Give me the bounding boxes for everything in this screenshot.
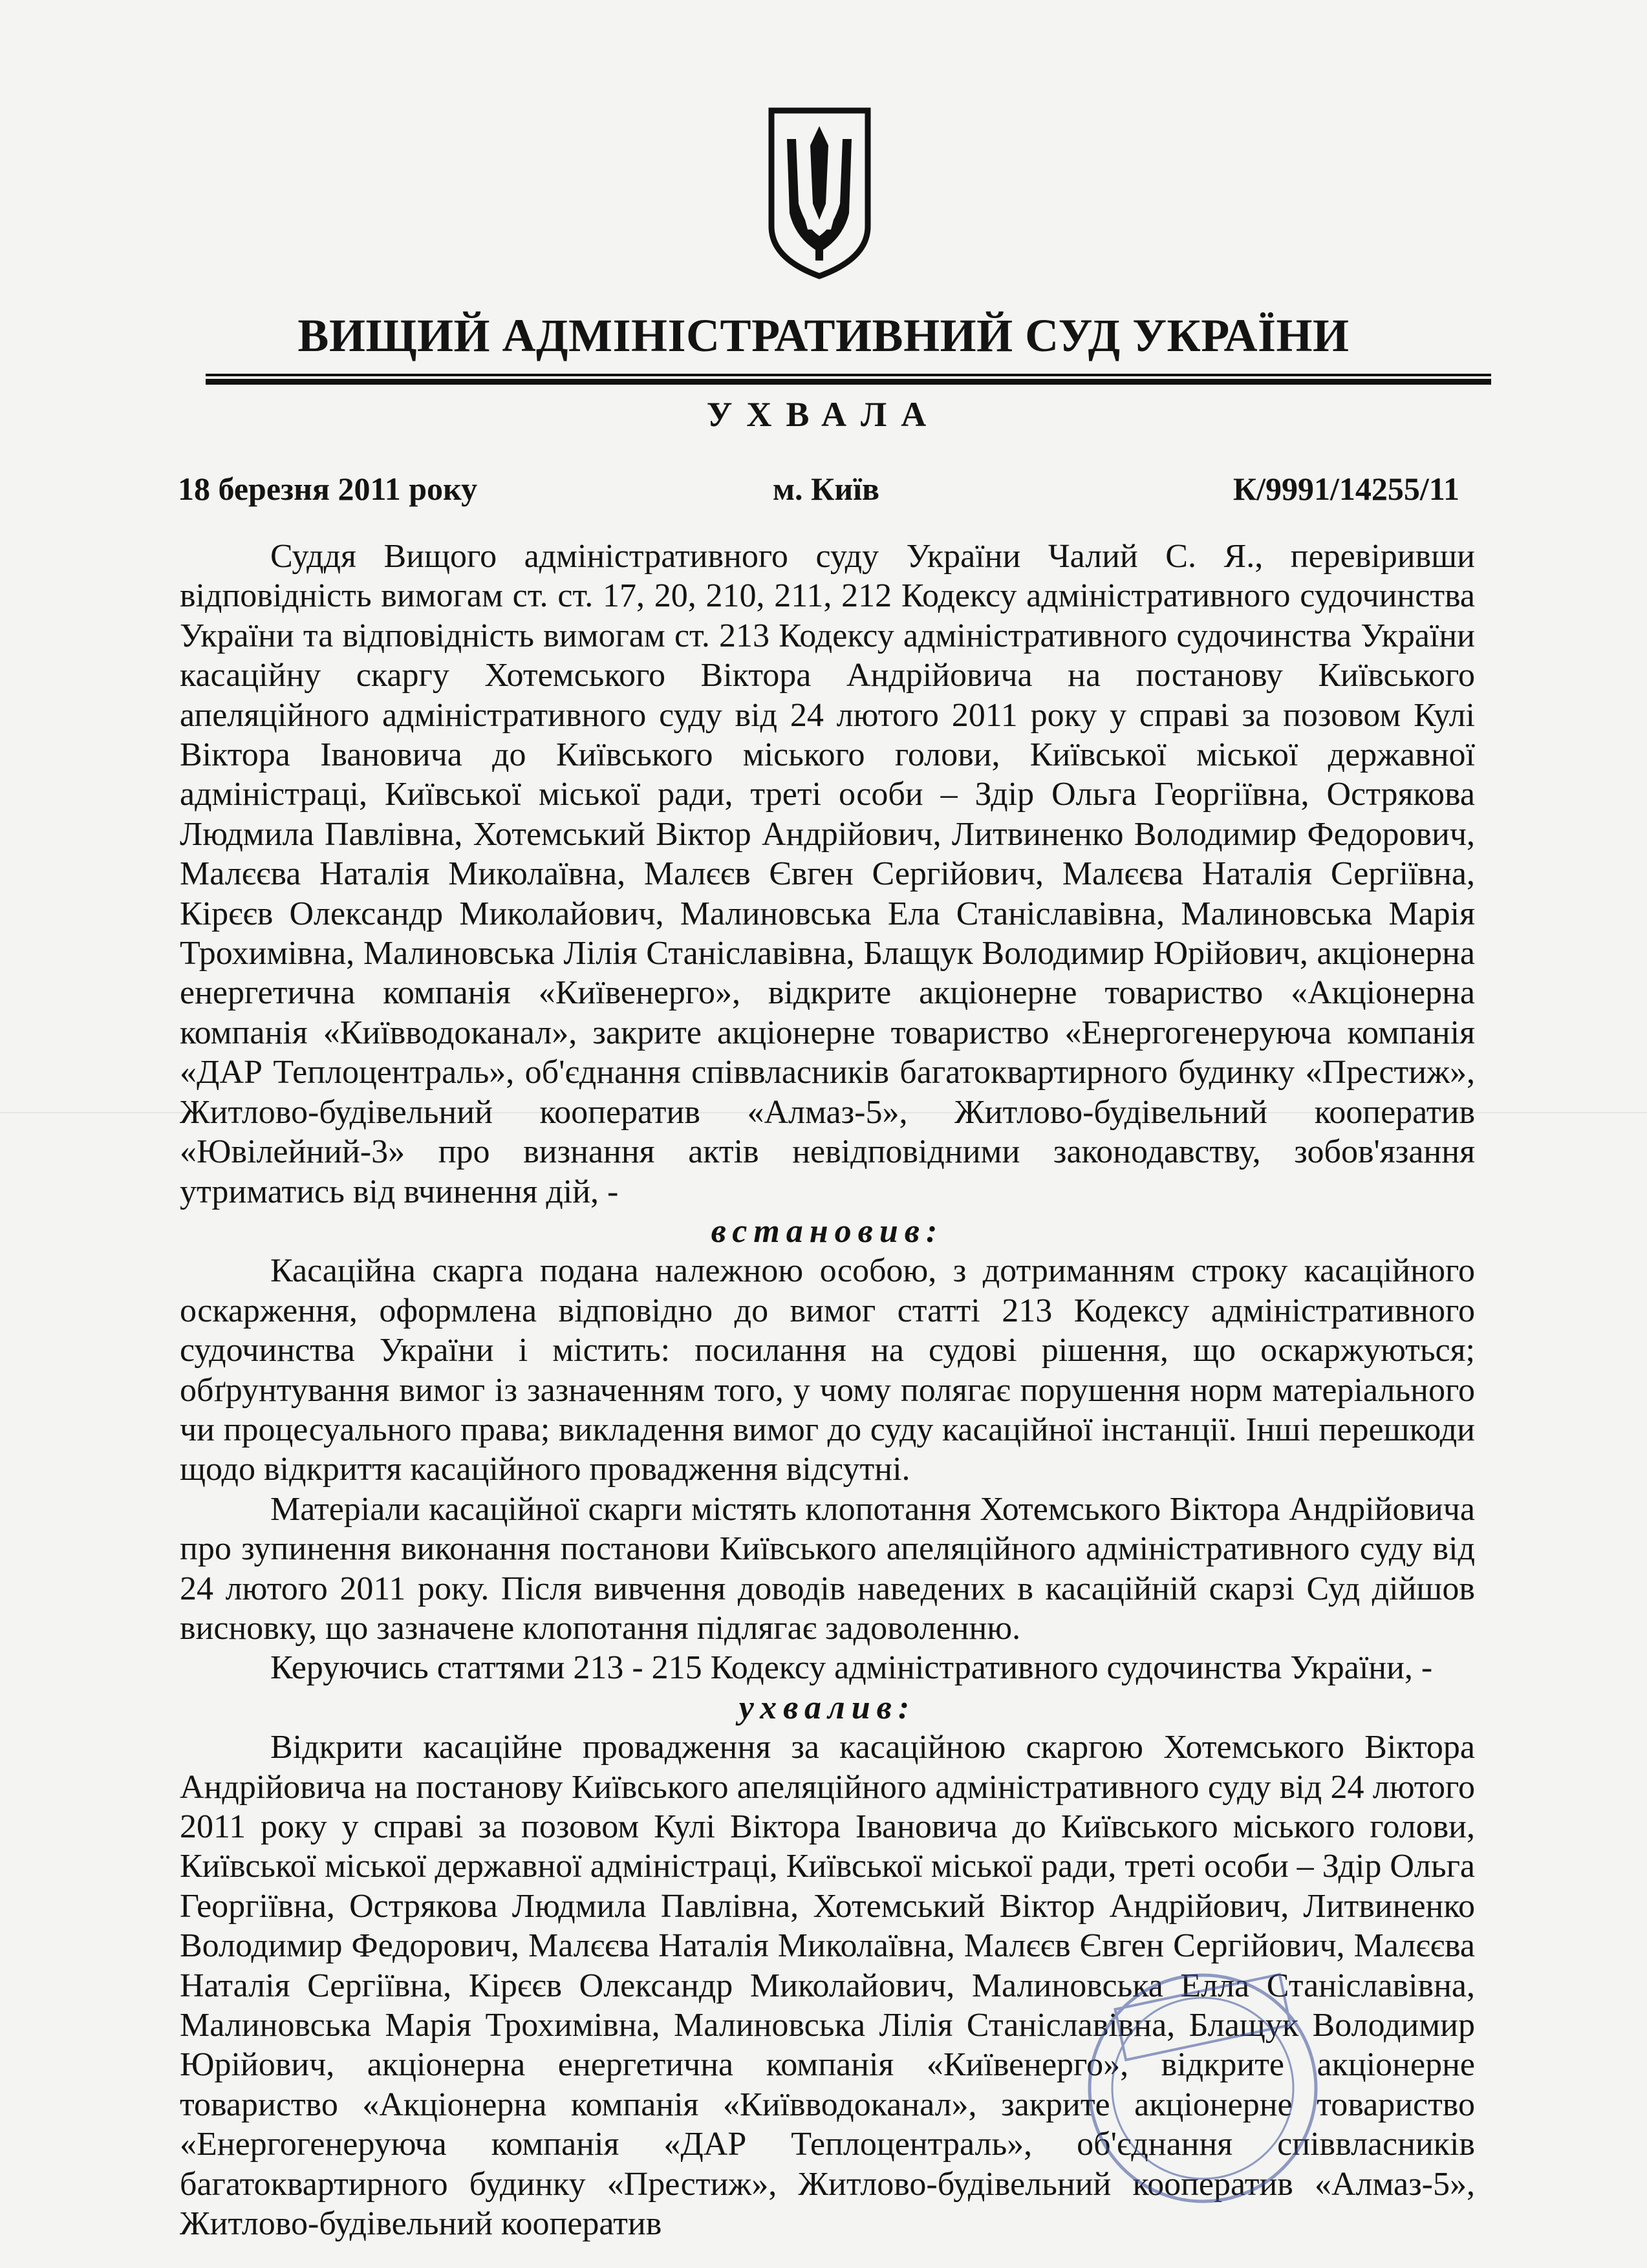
header-divider-thin [206, 374, 1491, 376]
paragraph-intro: Суддя Вищого адміністративного суду України Чалий С. Я., перевіривши відповідність вимогам ст. ст. 17, 20, 210, 211, 212 Кодексу адміністративного судочинства України та відповідність вимогам ст. 213 Кодексу адміністративного судочинства України касаційну скаргу Хотемського Віктора Андрійовича на постанову Київського апеляційного адміністративного суду від 24 лютого 2011 року у справі за позовом Кулі Віктора Івановича до Київського міського голови, Київської міської державної адміністраці, Київської міської ради, треті особи – Здір Ольга Георгіївна, Острякова Людмила Павлівна, Хотемський Віктор Андрійович, Литвиненко Володимир Федорович, Малєєва Наталія Миколаївна, Малєєв Євген Сергійович, Малєєва Наталія Сергіївна, Кірєєв Олександр Миколайович, Малиновська Ела Станіславівна, Малиновська Марія Трохимівна, Малиновська Лілія Станіславівна, Блащук Володимир Юрійович, акціонерна енергетична компанія «Київенерго», відкрите акціонерне товариство «Акціонерна компанія «Київводоканал», закрите акціонерне товариство «Енергогенеруюча компанія «ДАР Теплоцентраль», об'єднання співвласників багатоквартирного будинку «Престиж», Житлово-будівельний кооператив «Алмаз-5», Житлово-будівельний кооператив «Ювілейний-3» про визнання актів невідповідними законодавству, зобов'язання утриматись від вчинення дій, - [180, 538, 1475, 1210]
coat-of-arms-icon [766, 107, 873, 281]
header-divider-thick [206, 379, 1491, 385]
document-city: м. Київ [773, 471, 880, 507]
paragraph-admissibility: Касаційна скарга подана належною особою, з дотриманням строку касаційного оскарження, оформлена відповідно до вимог статті 213 Кодексу адміністративного судочинства України і містить: посилання на судові рішення, що оскаржуються; обґрунтування вимог із зазначенням того, у чому полягає порушення норм матеріального чи процесуального права; викладення вимог до суду касаційної інстанції. Інші перешкоди щодо відкриття касаційного провадження відсутні. [180, 1252, 1475, 1488]
court-name-heading: ВИЩИЙ АДМІНІСТРАТИВНИЙ СУД УКРАЇНИ [297, 310, 1350, 361]
document-type-heading: УХВАЛА [706, 395, 941, 434]
official-seal-stamp [1080, 1965, 1326, 2211]
section-heading-established: встановив: [711, 1212, 944, 1250]
paragraph-motion: Матеріали касаційної скарги містять клопотання Хотемського Віктора Андрійовича про зупинення виконання постанови Київського апеляційного адміністративного суду від 24 лютого 2011 року. Після вивчення доводів наведених в касаційній скарзі Суд дійшов висновку, що зазначене клопотання підлягає задоволенню. [180, 1490, 1475, 1647]
section-heading-ruled: ухвалив: [738, 1689, 916, 1726]
document-date: 18 березня 2011 року [178, 471, 478, 507]
case-number: К/9991/14255/11 [1233, 471, 1459, 507]
paragraph-legal-basis: Керуючись статтями 213 - 215 Кодексу адміністративного судочинства України, - [270, 1649, 1433, 1687]
paragraph-ruling: Відкрити касаційне провадження за касаційною скаргою Хотемського Віктора Андрійовича на постанову Київського апеляційного адміністративного суду від 24 лютого 2011 року у справі за позовом Кулі Віктора Івановича до Київського міського голови, Київської міської державної адміністраці, Київської міської ради, треті особи – Здір Ольга Георгіївна, Острякова Людмила Павлівна, Хотемський Віктор Андрійович, Литвиненко Володимир Федорович, Малєєва Наталія Миколаївна, Малєєв Євген Сергійович, Малєєва Наталія Сергіївна, Кірєєв Олександр Миколайович, Малиновська Елла Станіславівна, Малиновська Марія Трохимівна, Малиновська Лілія Станіславівна, Блащук Володимир Юрійович, акціонерна енергетична компанія «Київенерго», відкрите акціонерне товариство «Акціонерна компанія «Київводоканал», закрите акціонерне товариство «Енергогенеруюча компанія «ДАР Теплоцентраль», об'єднання співвласників багатоквартирного будинку «Престиж», Житлово-будівельний кооператив «Алмаз-5», Житлово-будівельний кооператив [180, 1729, 1475, 2243]
